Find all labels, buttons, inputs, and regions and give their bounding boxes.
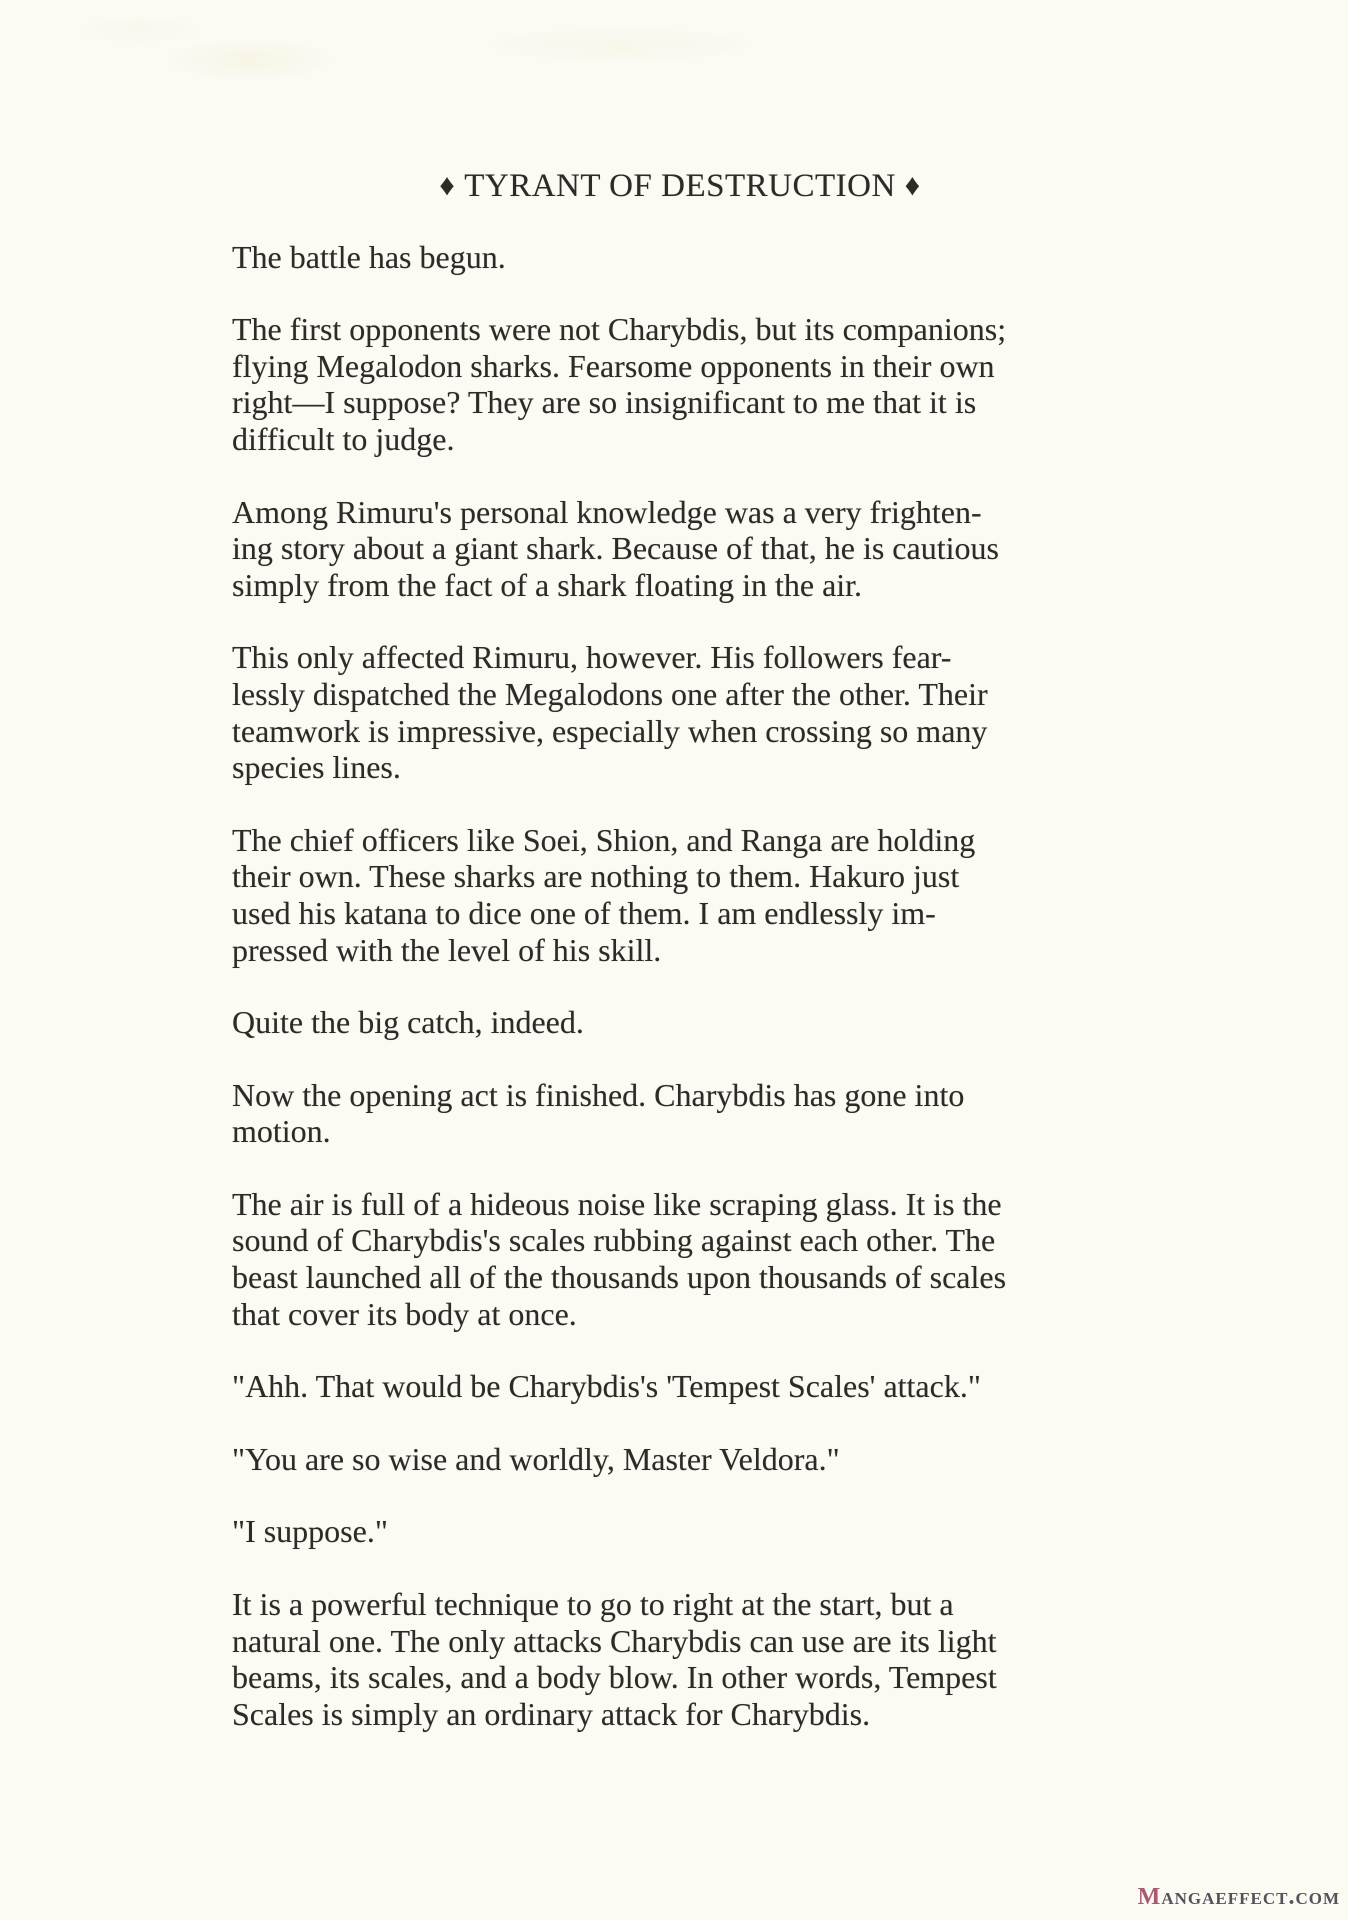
paragraph [232, 311, 1128, 457]
text-line: "You are so wise and worldly, Master Veldora." [232, 1440, 840, 1477]
text-line: flying Megalodon sharks. Fearsome opponents in their own [232, 347, 995, 384]
paragraph [232, 1004, 1128, 1041]
text-line: beast launched all of the thousands upon thousands of scales [232, 1259, 1007, 1296]
text-column [232, 168, 1128, 1768]
text-line: used his katana to dice one of them. I am endlessly im- [232, 894, 936, 931]
paragraph [232, 1368, 1128, 1405]
text-line: pressed with the level of his skill. [232, 931, 662, 968]
paragraph [232, 1586, 1128, 1732]
watermark-initial: M [1137, 1884, 1162, 1910]
paragraphs [232, 239, 1128, 1733]
text-line: Quite the big catch, indeed. [232, 1004, 584, 1041]
scan-artifacts [0, 0, 1348, 140]
text-line: ing story about a giant shark. Because of that, he is cautious [232, 530, 999, 567]
text-line: "Ahh. That would be Charybdis's 'Tempest Scales' attack." [232, 1368, 981, 1405]
paragraph [232, 639, 1128, 785]
text-line: Scales is simply an ordinary attack for Charybdis. [232, 1695, 871, 1732]
paragraph [232, 239, 1128, 276]
paragraph [232, 822, 1128, 968]
text-line: Among Rimuru's personal knowledge was a very frighten- [232, 493, 982, 530]
text-line: teamwork is impressive, especially when crossing so many [232, 712, 988, 749]
chapter-title-text: TYRANT OF DESTRUCTION [464, 168, 896, 204]
text-line: The battle has begun. [232, 238, 506, 275]
paragraph [232, 1513, 1128, 1550]
text-line: Now the opening act is finished. Charybdis has gone into [232, 1076, 965, 1113]
watermark [1138, 1885, 1340, 1909]
text-line: The first opponents were not Charybdis, but its companions; [232, 311, 1007, 348]
text-line: lessly dispatched the Megalodons one after the other. Their [232, 675, 988, 712]
diamond-icon: ♦ [439, 169, 456, 202]
text-line: difficult to judge. [232, 420, 455, 457]
paragraph [232, 494, 1128, 604]
text-line: motion. [232, 1113, 331, 1150]
text-line: This only affected Rimuru, however. His followers fear- [232, 639, 952, 676]
text-line: right—I suppose? They are so insignificant to me that it is [232, 384, 977, 421]
chapter-title [232, 168, 1128, 206]
paragraph [232, 1186, 1128, 1332]
text-line: The air is full of a hideous noise like scraping glass. It is the [232, 1185, 1002, 1222]
text-line: beams, its scales, and a body blow. In other words, Tempest [232, 1659, 997, 1696]
paragraph [232, 1077, 1128, 1150]
watermark-text: angaeffect.com [1161, 1884, 1340, 1910]
text-line: natural one. The only attacks Charybdis can use are its light [232, 1622, 997, 1659]
text-line: The chief officers like Soei, Shion, and Ranga are holding [232, 821, 976, 858]
text-line: "I suppose." [232, 1513, 388, 1550]
diamond-icon: ♦ [904, 169, 921, 202]
paragraph [232, 1441, 1128, 1478]
text-line: sound of Charybdis's scales rubbing against each other. The [232, 1222, 996, 1259]
text-line: that cover its body at once. [232, 1295, 577, 1332]
text-line: species lines. [232, 749, 401, 786]
text-line: It is a powerful technique to go to right at the start, but a [232, 1586, 954, 1623]
text-line: their own. These sharks are nothing to them. Hakuro just [232, 858, 960, 895]
text-line: simply from the fact of a shark floating in the air. [232, 566, 863, 603]
